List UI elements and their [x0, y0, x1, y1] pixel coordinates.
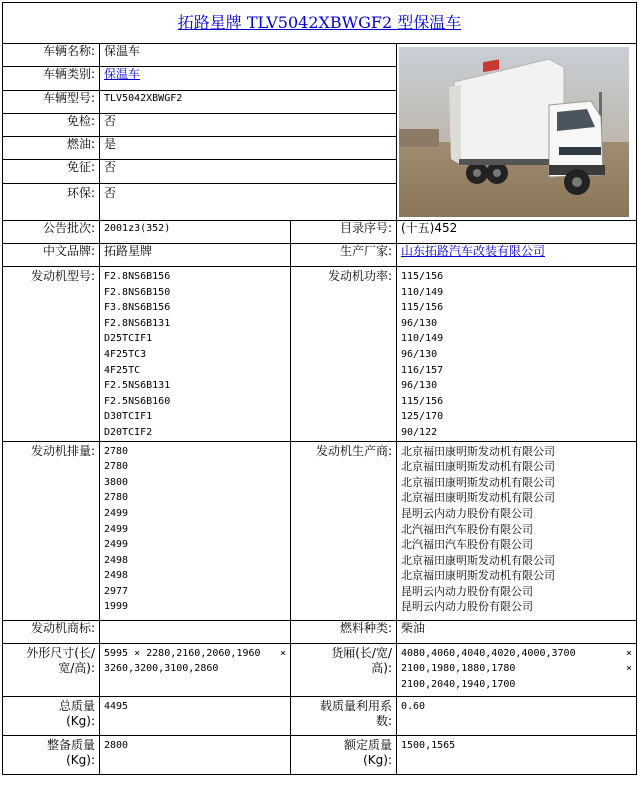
- engine-maker-item: 北京福田康明斯发动机有限公司: [401, 569, 555, 583]
- cargo-line3: 2100,2040,1940,1700: [401, 678, 516, 690]
- engine-brand-value: [100, 620, 291, 643]
- curb-mass-label: [3, 735, 100, 774]
- category-link[interactable]: 保温车: [104, 67, 141, 82]
- engine-model-label: 发动机型号:: [3, 267, 100, 442]
- engine-maker-list: [397, 441, 637, 620]
- engine-model-item: D25TCIF1: [104, 333, 153, 345]
- cargo-label-line1: 货厢(长/宽/: [331, 645, 392, 660]
- model-value: TLV5042XBWGF2: [100, 90, 397, 113]
- utilization-value: 0.60: [397, 696, 637, 735]
- dimensions-label-line2: 宽/高):: [58, 661, 95, 676]
- total-mass-label-line1: 总质量: [58, 698, 95, 713]
- engine-power-item: 125/170: [401, 411, 444, 423]
- catalog-value: (十五)452: [397, 221, 637, 244]
- engine-power-item: 96/130: [401, 380, 438, 392]
- engine-model-item: F3.8NS6B156: [104, 302, 171, 314]
- rated-mass-value: 1500,1565: [397, 735, 637, 774]
- cert-value: 否: [100, 160, 397, 183]
- displacement-item: 3800: [104, 476, 129, 488]
- brand-label: 中文品牌:: [3, 244, 100, 267]
- utilization-label-line1: 载质量利用系: [319, 698, 392, 713]
- total-mass-value: 4495: [100, 696, 291, 735]
- engine-model-list: [100, 267, 291, 442]
- engine-maker-item: 昆明云内动力股份有限公司: [401, 506, 533, 520]
- engine-maker-item: 北京福田康明斯发动机有限公司: [401, 553, 555, 567]
- fuel-type-label: 燃料种类:: [291, 620, 397, 643]
- cargo-times-1: ×: [625, 647, 633, 659]
- engine-maker-label: 发动机生产商:: [291, 441, 397, 620]
- displacement-item: 2780: [104, 461, 129, 473]
- page-title-cell: [3, 3, 637, 44]
- engine-maker-item: 北京福田康明斯发动机有限公司: [401, 460, 555, 474]
- engine-maker-item: 北汽福田汽车股份有限公司: [401, 538, 533, 552]
- batch-label: 公告批次:: [3, 221, 100, 244]
- truck-photo: [399, 47, 629, 217]
- cargo-line2: 2100,1980,1880,1780: [401, 663, 516, 675]
- cert-label: 免征:: [3, 160, 100, 183]
- displacement-item: 2977: [104, 585, 129, 597]
- vehicle-photo-cell: [397, 44, 637, 221]
- engine-power-label: 发动机功率:: [291, 267, 397, 442]
- displacement-item: 2499: [104, 523, 129, 535]
- engine-model-item: D30TCIF1: [104, 411, 153, 423]
- batch-value: 2001z3(352): [100, 221, 291, 244]
- dimensions-times: ×: [279, 647, 286, 659]
- engine-model-item: F2.8NS6B131: [104, 317, 171, 329]
- displacement-item: 2499: [104, 539, 129, 551]
- engine-model-item: F2.5NS6B160: [104, 395, 171, 407]
- engine-maker-item: 北京福田康明斯发动机有限公司: [401, 491, 555, 505]
- fuel-value: 是: [100, 137, 397, 160]
- displacement-item: 1999: [104, 601, 129, 613]
- category-label: 车辆类别:: [3, 67, 100, 90]
- engine-model-item: 4F25TC3: [104, 348, 147, 360]
- engine-power-item: 110/149: [401, 286, 444, 298]
- dimensions-label-line1: 外形尺寸(长/: [26, 645, 95, 660]
- eco-value: 否: [100, 183, 397, 221]
- dimensions-value: [100, 643, 291, 696]
- displacement-item: 2498: [104, 570, 129, 582]
- fuel-label: 燃油:: [3, 137, 100, 160]
- cargo-value: [397, 643, 637, 696]
- engine-maker-item: 昆明云内动力股份有限公司: [401, 600, 533, 614]
- total-mass-label: [3, 696, 100, 735]
- model-label: 车辆型号:: [3, 90, 100, 113]
- engine-model-item: F2.5NS6B131: [104, 380, 171, 392]
- vehicle-spec-table: [2, 2, 637, 775]
- engine-maker-item: 北京福田康明斯发动机有限公司: [401, 444, 555, 458]
- engine-brand-label: 发动机商标:: [3, 620, 100, 643]
- rated-mass-label-line1: 额定质量: [343, 737, 392, 752]
- exempt-value: 否: [100, 113, 397, 136]
- dimensions-line1: 5995 × 2280,2160,2060,1960: [104, 647, 261, 659]
- engine-power-item: 115/156: [401, 395, 444, 407]
- engine-model-item: D20TCIF2: [104, 426, 153, 438]
- total-mass-label-line2: (Kg):: [66, 714, 95, 729]
- maker-link[interactable]: 山东拓路汽车改装有限公司: [401, 244, 546, 258]
- engine-model-item: F2.8NS6B150: [104, 286, 171, 298]
- displacement-item: 2780: [104, 445, 129, 457]
- engine-power-item: 115/156: [401, 302, 444, 314]
- dimensions-line2: 3260,3200,3100,2860: [104, 663, 219, 675]
- displacement-list: [100, 441, 291, 620]
- curb-mass-label-line1: 整备质量: [46, 737, 95, 752]
- engine-model-item: 4F25TC: [104, 364, 141, 376]
- engine-power-list: [397, 267, 637, 442]
- page-title-link[interactable]: 拓路星牌 TLV5042XBWGF2 型保温车: [177, 13, 462, 33]
- eco-label: 环保:: [3, 183, 100, 221]
- engine-power-item: 116/157: [401, 364, 444, 376]
- displacement-item: 2499: [104, 507, 129, 519]
- engine-maker-item: 北京福田康明斯发动机有限公司: [401, 475, 555, 489]
- cargo-label-line2: 高):: [371, 661, 392, 676]
- displacement-label: 发动机排量:: [3, 441, 100, 620]
- cargo-line1: 4080,4060,4040,4020,4000,3700: [401, 647, 576, 659]
- engine-power-item: 96/130: [401, 348, 438, 360]
- engine-maker-item: 北汽福田汽车股份有限公司: [401, 522, 533, 536]
- brand-value: 拓路星牌: [100, 244, 291, 267]
- curb-mass-value: 2800: [100, 735, 291, 774]
- engine-power-item: 110/149: [401, 333, 444, 345]
- engine-model-item: F2.8NS6B156: [104, 271, 171, 282]
- cargo-times-2: ×: [625, 663, 633, 675]
- curb-mass-label-line2: (Kg):: [66, 753, 95, 768]
- engine-maker-item: 昆明云内动力股份有限公司: [401, 584, 533, 598]
- name-value: 保温车: [100, 44, 397, 67]
- engine-power-item: 90/122: [401, 426, 438, 438]
- engine-power-item: 115/156: [401, 271, 444, 282]
- name-label: 车辆名称:: [3, 44, 100, 67]
- maker-label: 生产厂家:: [291, 244, 397, 267]
- dimensions-label: [3, 643, 100, 696]
- cargo-label: [291, 643, 397, 696]
- engine-power-item: 96/130: [401, 317, 438, 329]
- catalog-label: 目录序号:: [291, 221, 397, 244]
- utilization-label-line2: 数:: [375, 714, 392, 729]
- displacement-item: 2780: [104, 492, 129, 504]
- exempt-label: 免检:: [3, 113, 100, 136]
- utilization-label: [291, 696, 397, 735]
- rated-mass-label: [291, 735, 397, 774]
- fuel-type-value: 柴油: [397, 620, 637, 643]
- displacement-item: 2498: [104, 554, 129, 566]
- rated-mass-label-line2: (Kg):: [363, 753, 392, 768]
